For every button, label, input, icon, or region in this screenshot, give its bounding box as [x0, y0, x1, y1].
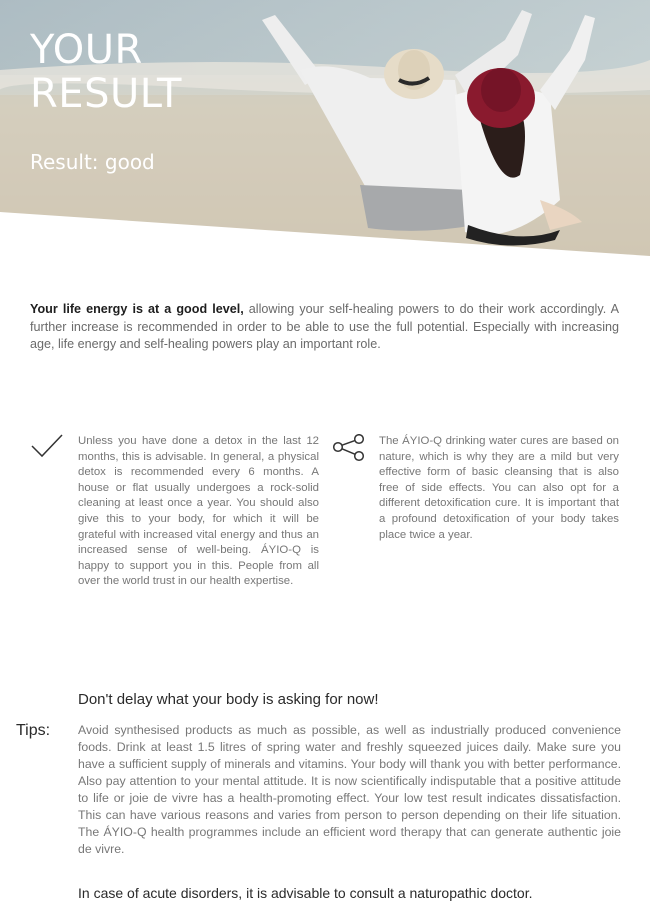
final-note: In case of acute disorders, it is advisable to consult a naturopathic doctor.	[78, 885, 533, 901]
water-cure-column-text: The ÁYIO-Q drinking water cures are based on nature, which is why they are a mild but very effective form of basic cleansing that is also free of side effects. You can also opt for a different detoxification cure. It is important that a profound detoxification of your body takes place twice a year.	[379, 435, 619, 541]
tips-label: Tips:	[16, 722, 51, 739]
intro-paragraph	[30, 301, 619, 354]
title-line-2: RESULT	[30, 71, 182, 117]
intro-bold: Your life energy is at a good level,	[30, 302, 244, 316]
call-to-action: Don't delay what your body is asking for now!	[78, 691, 379, 708]
title-line-1: YOUR	[30, 27, 143, 73]
tips-text: Avoid synthesised products as much as possible, as well as industrially produced convenience foods. Drink at least 1.5 litres of spring water and freshly squeezed juices daily. Make sure you have a sufficient supply of minerals and vitamins. Your body will thank you with better performance. Also pay attention to your mental attitude. It is now scientifically indisputable that a positive attitude to life or joie de vivre has a health-promoting effect. Your low test result indicates dissatisfaction. This can have various reasons and varies from person to person depending on their life situation. The ÁYIO-Q health programmes include an efficient word therapy that can generate authentic joie de vivre.	[78, 723, 621, 856]
result-subtitle: Result: good	[30, 150, 155, 174]
share-icon	[332, 434, 366, 462]
page-title	[30, 28, 182, 116]
checkmark-icon	[30, 433, 64, 459]
intro-rest: allowing your self-healing powers to do their work accordingly. A further increase is recommended in order to be able to use the full potential. Especially with increasing age, life energy and self-healing powers play an important role.	[30, 302, 619, 351]
hero-banner	[0, 0, 650, 260]
detox-column-text: Unless you have done a detox in the last 12 months, this is advisable. In general, a physical detox is recommended every 6 months. A house or flat usually undergoes a rock-solid cleaning at least once a year. You should also give this to your body, for which it will be grateful with increased vital energy and thus an increased sense of well-being. ÁYIO-Q is happy to support you in this. People from all over the world trust in our health expertise.	[78, 435, 319, 588]
